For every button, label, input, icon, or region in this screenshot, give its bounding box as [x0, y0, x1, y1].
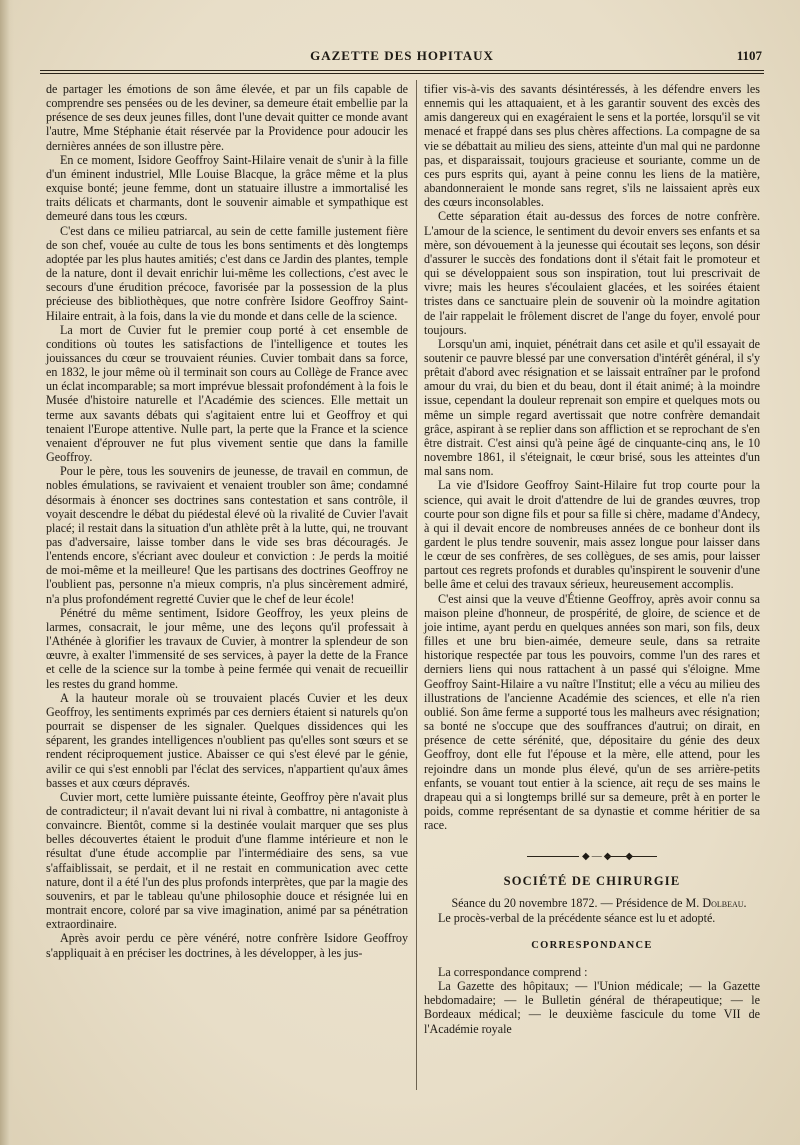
right-column — [424, 82, 760, 1036]
paragraph: A la hauteur morale où se trouvaient placés Cuvier et les deux Geoffroy, les sentiments exprimés par ces derniers étaient si naturels qu'on pourrait se dispenser de les signaler. Quelques dissidences qui les séparent, les grandes intelligences n'oublient pas qu'elles sont sœurs et se rendent réciproquement justice. Abaisser ce qui s'est élevé par le génie, avilir ce qui s'est ennobli par l'éclat des services, n'appartient qu'aux âmes basses et aux cœurs dépravés. — [46, 690, 408, 790]
page-binding-edge — [0, 0, 14, 1145]
ornament-line-left — [527, 856, 579, 857]
paragraph: La Gazette des hôpitaux; — l'Union médicale; — la Gazette hebdomadaire; — le Bulletin général de thérapeutique; — le Bordeaux médical; — le deuxième fascicule du tome VII de l'Académie royale — [424, 979, 760, 1036]
left-column — [46, 82, 408, 960]
paragraph: Cette séparation était au-dessus des forces de notre confrère. L'amour de la science, le sentiment du devoir envers ses enfants et sa mère, son dévouement à la jeunesse qui écoutait ses leçons, son désir d'assurer le succès des fondations dont il s'était fait le promoteur et qui se développaient sous son inspiration, tout lui prescrivait de vivre; mais les heures s'écoulaient glacées, et les soirées étaient tristes dans ce sanctuaire plein de souvenir où la moindre agitation de l'air rappelait le frôlement discret de l'ange du foyer, envolé pour toujours. — [424, 209, 760, 337]
paragraph: C'est ainsi que la veuve d'Étienne Geoffroy, après avoir connu sa maison pleine d'honneur, de prospérité, de gloire, de science et de joie intime, ayant perdu en quelques années son mari, son fils, deux filles et une bru bien-aimée, demeure seule, dans sa retraite historique respectée par tous les pouvoirs, comme l'un des rares et derniers liens qui nous rattachent à un passé qui s'éloigne. Mme Geoffroy Saint-Hilaire a vu naître l'Institut; elle a vécu au milieu des illustrations de l'ancienne Académie des sciences, et elle n'a rien oublié. Son âme ferme a supporté tous les malheurs avec résignation; sa bonté ne s'occupe que des souffrances d'autrui; on dirait, en présence de cette sérénité, que, dépositaire du génie des deux Geoffroy, dont elle fut l'épouse et la mère, elle attend, pour les rejoindre dans un monde plus élevé, qu'un de ses arrière-petits enfants, se vouant tout entier à la science, ait reçu de ses mains le drapeau qui a si longtemps brillé sur sa demeure, prêt à en porter le poids, comme représentant de sa dynastie et comme héritier de sa race. — [424, 591, 760, 833]
journal-title: GAZETTE DES HOPITAUX — [310, 48, 494, 63]
paragraph: Après avoir perdu ce père vénéré, notre confrère Isidore Geoffroy s'appliquait à en préciser les doctrines, à les développer, à les jus- — [46, 931, 408, 960]
paragraph: C'est dans ce milieu patriarcal, au sein de cette famille justement fière de son chef, vouée au culte de tous les bons sentiments et dès longtemps adoptée par les plus hautes amitiés; c'est dans ce Jardin des plantes, temple de la nature, dont il devait enrichir lui-même les collections, c'est avec le secours d'une érudition précoce, favorisée par la possession de la plus précieuse des bibliothèques, que notre confrère Isidore Geoffroy Saint-Hilaire entrait, à la fois, dans la vie du monde et dans celle de la science. — [46, 223, 408, 323]
paragraph: de partager les émotions de son âme élevée, et par un fils capable de comprendre ses pensées ou de les deviner, sa demeure était embellie par la présence de ses deux jeunes filles, dont l'une devait quitter ce monde avant l'autre, Mme Stéphanie était réservée par la Providence pour adoucir les dernières années de son illustre père. — [46, 82, 408, 153]
seance-text: Séance du 20 novembre 1872. — Présidence de M. — [451, 896, 703, 911]
paragraph: Cuvier mort, cette lumière puissante éteinte, Geoffroy père n'avait plus de contradicteur; il n'avait devant lui ni rival à combattre, ni antagoniste à convaincre. Bientôt, comme si la destinée voulait marquer que ses plus belles découvertes étaient le produit d'une flamme intérieure et non le résultat d'une étude accomplie par l'intermédiaire des sens, sa vue s'affaiblissait, se perdait, et il ne restait en communication avec cette nature, dont il a été l'un des plus profonds interprètes, que par la magie des souvenirs, et par le tableau qu'une philosophie douce et résignée lui en montrait encore, coloré par sa vive imagination, animé par sa pénétration extraordinaire. — [46, 789, 408, 932]
page-number: 1107 — [736, 48, 762, 63]
page-header — [40, 48, 764, 70]
paragraph: Pénétré du même sentiment, Isidore Geoffroy, les yeux pleins de larmes, consacrait, le jour même, une des leçons qu'il professait à l'Athénée à glorifier les travaux de Cuvier, à montrer la splendeur de son œuvre, à exalter l'immensité de ses services, à payer la dette de la France et celle de la science sur la tombe à peine fermée qui venait de recueillir les restes du grand homme. — [46, 605, 408, 691]
section-ornament — [527, 852, 657, 862]
paragraph: tifier vis-à-vis des savants désintéressés, à les défendre envers les ennemis qui les attaquaient, et à les garantir souvent des excès des amis dangereux qui en exagéraient le sens et la portée, lorsqu'il se vit menacé et frappé dans ses plus chères affections. La compagne de sa vie se débattait au milieu des siens, atteinte d'un mal qui ne pardonne pas, et disparaissait, toujours gracieuse et souriante, comme un de ces purs esprits qui, ayant à peine connu les liens de la matière, abandonneraient le monde sans regret, s'ils ne laissaient après eux des cœurs inconsolables. — [424, 82, 760, 210]
paragraph: La vie d'Isidore Geoffroy Saint-Hilaire fut trop courte pour la science, qui avait le droit d'attendre de lui de grandes œuvres, trop courte pour son digne fils et pour sa fille si chère, madame d'Andecy, à qui il devait encore de nombreuses années de ce bonheur dont ils gardent le plus tendre souvenir, mais assez longue pour laisser dans le cœur de ses confrères, de ses collègues, de ses amis, pour laisser partout ces regrets profonds et durables qu'inspirent le souvenir d'une belle âme et celui des travaux sérieux, heureusement accomplis. — [424, 478, 760, 592]
ornament-line-right — [605, 856, 657, 857]
paragraph: En ce moment, Isidore Geoffroy Saint-Hilaire venait de s'unir à la fille d'un éminent industriel, Mlle Louise Blacque, la grâce même et la plus exquise bonté; jeune femme, dont un statuaire illustre a immortalisé les traits délicats et charmants, dont le souvenir aimable et sympathique est demeuré dans tous les cœurs. — [46, 152, 408, 224]
seance-line — [424, 896, 760, 910]
paragraph: La mort de Cuvier fut le premier coup porté à cet ensemble de conditions où toutes les satisfactions de l'intelligence et toutes les jouissances du cœur se trouvaient réunies. Cuvier tombait dans sa force, en 1832, le jour même où il terminait son cours au Collège de France avec un éclat incomparable; sa mort imprévue blessait profondément à la fois le Musée d'histoire naturelle et l'Académie des sciences. Elle mettait un terme aux savants débats qui s'agitaient entre lui et Geoffroy et qui tenaient l'Europe attentive. Nulle part, la perte que la France et la science venaient d'éprouver ne fut plus vivement sentie que dans la famille Geoffroy. — [46, 322, 408, 465]
proces-verbal: Le procès-verbal de la précédente séance est lu et adopté. — [438, 910, 716, 925]
ornament-glyphs: ◆—◆—◆ — [582, 851, 636, 863]
header-rule-secondary — [40, 73, 764, 74]
paragraph: Lorsqu'un ami, inquiet, pénétrait dans cet asile et qu'il essayait de soutenir ce pauvre blessé par une conversation d'intérêt général, il s'y prêtait d'abord avec résignation et se laissait entraîner par le profond amour du vrai, du bien et du beau, dont il était animé; à la moindre issue, cependant la douleur reprenait son empire et quelques mots ou même un simple regard avertissait que notre confrère demandait grâce, aspirant à se replier dans son affliction et se reprochant de s'en être distrait. C'est ainsi qu'à peine âgé de cinquante-cinq ans, le 10 novembre 1861, il s'éteignait, le cœur brisé, sous les atteintes d'un mal sans nom. — [424, 336, 760, 479]
paragraph: La correspondance comprend : — [438, 964, 588, 979]
header-rule — [40, 70, 764, 71]
paragraph: Pour le père, tous les souvenirs de jeunesse, de travail en commun, de nobles émulations, se ravivaient et venaient troubler son âme; condamné désormais à énoncer ses doctrines sans contestation et sans contrôle, il voyait descendre le débat du piédestal élevé où la rivalité de Cuvier l'avait placé; il restait dans la situation d'un athlète prêt à la lutte, qui, ne trouvant pas d'adversaire, laisse tomber dans le vide ses bras découragés. Je l'entends encore, s'écriant avec douleur et conviction : Je perds la moitié de moi-même et la meilleure! Que les partisans des doctrines Geoffroy ne l'oublient pas, personne n'a mieux compris, n'a plus sincèrement admiré, n'a plus profondément regretté Cuvier que le chef de leur école! — [46, 464, 408, 606]
column-divider — [416, 80, 417, 1090]
section-heading: SOCIÉTÉ DE CHIRURGIE — [503, 874, 681, 889]
subsection-heading: CORRESPONDANCE — [531, 939, 653, 951]
president-name: Dolbeau. — [702, 896, 747, 911]
